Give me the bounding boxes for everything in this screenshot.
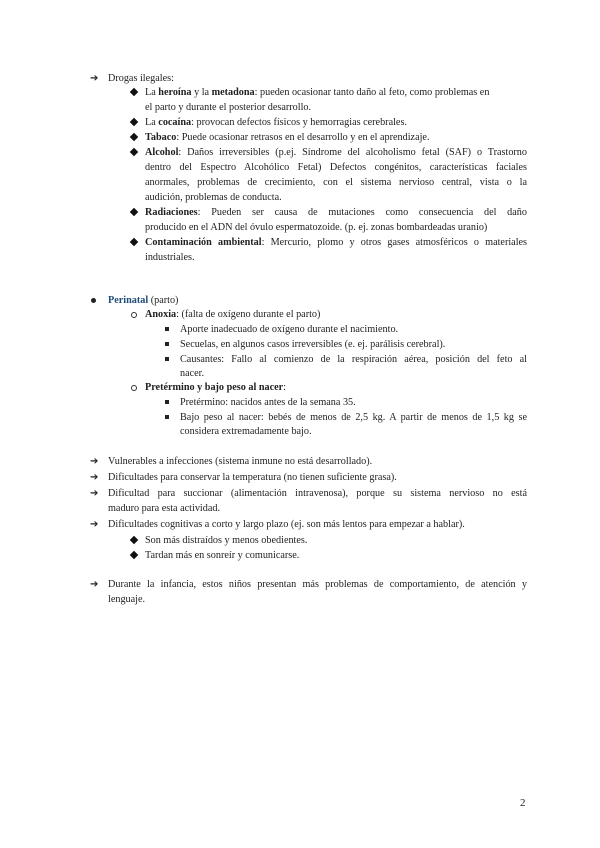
item-heroina-line1: La heroína y la metadona: pueden ocasionar tanto daño al feto, como problemas en [145, 87, 490, 98]
anoxia-item-3-line1: Causantes: Fallo al comienzo de la respiración aérea, posición del feto al [180, 354, 527, 365]
infancia-line1: Durante la infancia, estos niños presentan más problemas de comportamiento, de atención y [108, 579, 527, 590]
item-radiaciones-line2: producido en el ADN del óvulo espermatozoide. (p. ej. zonas bombardeadas uranio) [145, 222, 488, 233]
square-bullet-icon [165, 327, 169, 331]
item-alcohol-line2: dentro del Espectro Alcohólico Fetal) Defectos congénitos, características faciales [145, 162, 527, 173]
item-alcohol-line3: anormales, problemas de crecimiento, con el sistema nervioso central, vista o la [145, 177, 527, 188]
item-radiaciones-line1: Radiaciones: Pueden ser causa de mutaciones como consecuencia del daño [145, 207, 527, 218]
item-anoxia: Anoxia: (falta de oxígeno durante el parto) [145, 309, 321, 320]
consequence-4-sub-2: Tardan más en sonreír y comunicarse. [145, 550, 300, 561]
diamond-bullet-icon [130, 133, 138, 141]
consequence-2: Dificultades para conservar la temperatura (no tienen suficiente grasa). [108, 472, 397, 483]
anoxia-item-1: Aporte inadecuado de oxígeno durante el nacimiento. [180, 324, 399, 335]
consequence-1: Vulnerables a infecciones (sistema inmune no está desarrollado). [108, 456, 373, 467]
consequence-3-line2: maduro para esta actividad. [108, 503, 221, 514]
diamond-bullet-icon [130, 208, 138, 216]
arrow-bullet-icon: ➔ [90, 488, 99, 499]
square-bullet-icon [165, 342, 169, 346]
arrow-bullet-icon: ➔ [90, 579, 99, 590]
diamond-bullet-icon [130, 536, 138, 544]
consequence-4: Dificultades cognitivas a corto y largo plazo (ej. son más lentos para empezar a hablar). [108, 519, 465, 530]
anoxia-item-3-line2: nacer. [180, 368, 205, 379]
consequence-4-sub-1: Son más distraídos y menos obedientes. [145, 535, 308, 546]
infancia-line2: lenguaje. [108, 594, 146, 605]
item-contaminacion-line1: Contaminación ambiental: Mercurio, plomo y otros gases atmosféricos o materiales [145, 237, 528, 248]
arrow-bullet-icon: ➔ [90, 73, 99, 84]
pretermino-item-2-line1: Bajo peso al nacer: bebés de menos de 2,5 kg. A partir de menos de 1,5 kg se [180, 412, 527, 423]
square-bullet-icon [165, 357, 169, 361]
item-pretermino: Pretérmino y bajo peso al nacer: [145, 382, 287, 393]
item-alcohol-line1: Alcohol: Daños irreversibles (p.ej. Síndrome del alcoholismo fetal (SAF) o Trastorno [145, 147, 527, 158]
square-bullet-icon [165, 400, 169, 404]
anoxia-item-2: Secuelas, en algunos casos irreversibles (e. ej. parálisis cerebral). [180, 339, 446, 350]
consequence-3-line1: Dificultad para succionar (alimentación intravenosa), porque su sistema nervioso no está [108, 488, 527, 499]
circle-bullet-icon [131, 385, 137, 391]
diamond-bullet-icon [130, 551, 138, 559]
bullet-dot-icon [91, 298, 96, 303]
item-alcohol-line4: audición, problemas de conducta. [145, 192, 282, 203]
diamond-bullet-icon [130, 118, 138, 126]
arrow-bullet-icon: ➔ [90, 472, 99, 483]
square-bullet-icon [165, 415, 169, 419]
diamond-bullet-icon [130, 148, 138, 156]
diamond-bullet-icon [130, 88, 138, 96]
item-heroina-line2: el parto y durante el posterior desarrollo. [145, 102, 312, 113]
page-number: 2 [520, 797, 526, 809]
section-heading-perinatal: Perinatal (parto) [108, 295, 179, 306]
item-contaminacion-line2: industriales. [145, 252, 195, 263]
circle-bullet-icon [131, 312, 137, 318]
arrow-bullet-icon: ➔ [90, 456, 99, 467]
diamond-bullet-icon [130, 238, 138, 246]
item-cocaina: La cocaína: provocan defectos físicos y hemorragias cerebrales. [145, 117, 407, 128]
pretermino-item-1: Pretérmino: nacidos antes de la semana 35. [180, 397, 356, 408]
pretermino-item-2-line2: considera extremadamente bajo. [180, 426, 312, 437]
arrow-bullet-icon: ➔ [90, 519, 99, 530]
item-tabaco: Tabaco: Puede ocasionar retrasos en el desarrollo y en el aprendizaje. [145, 132, 430, 143]
section-heading-illegal-drugs: Drogas ilegales: [108, 73, 174, 84]
